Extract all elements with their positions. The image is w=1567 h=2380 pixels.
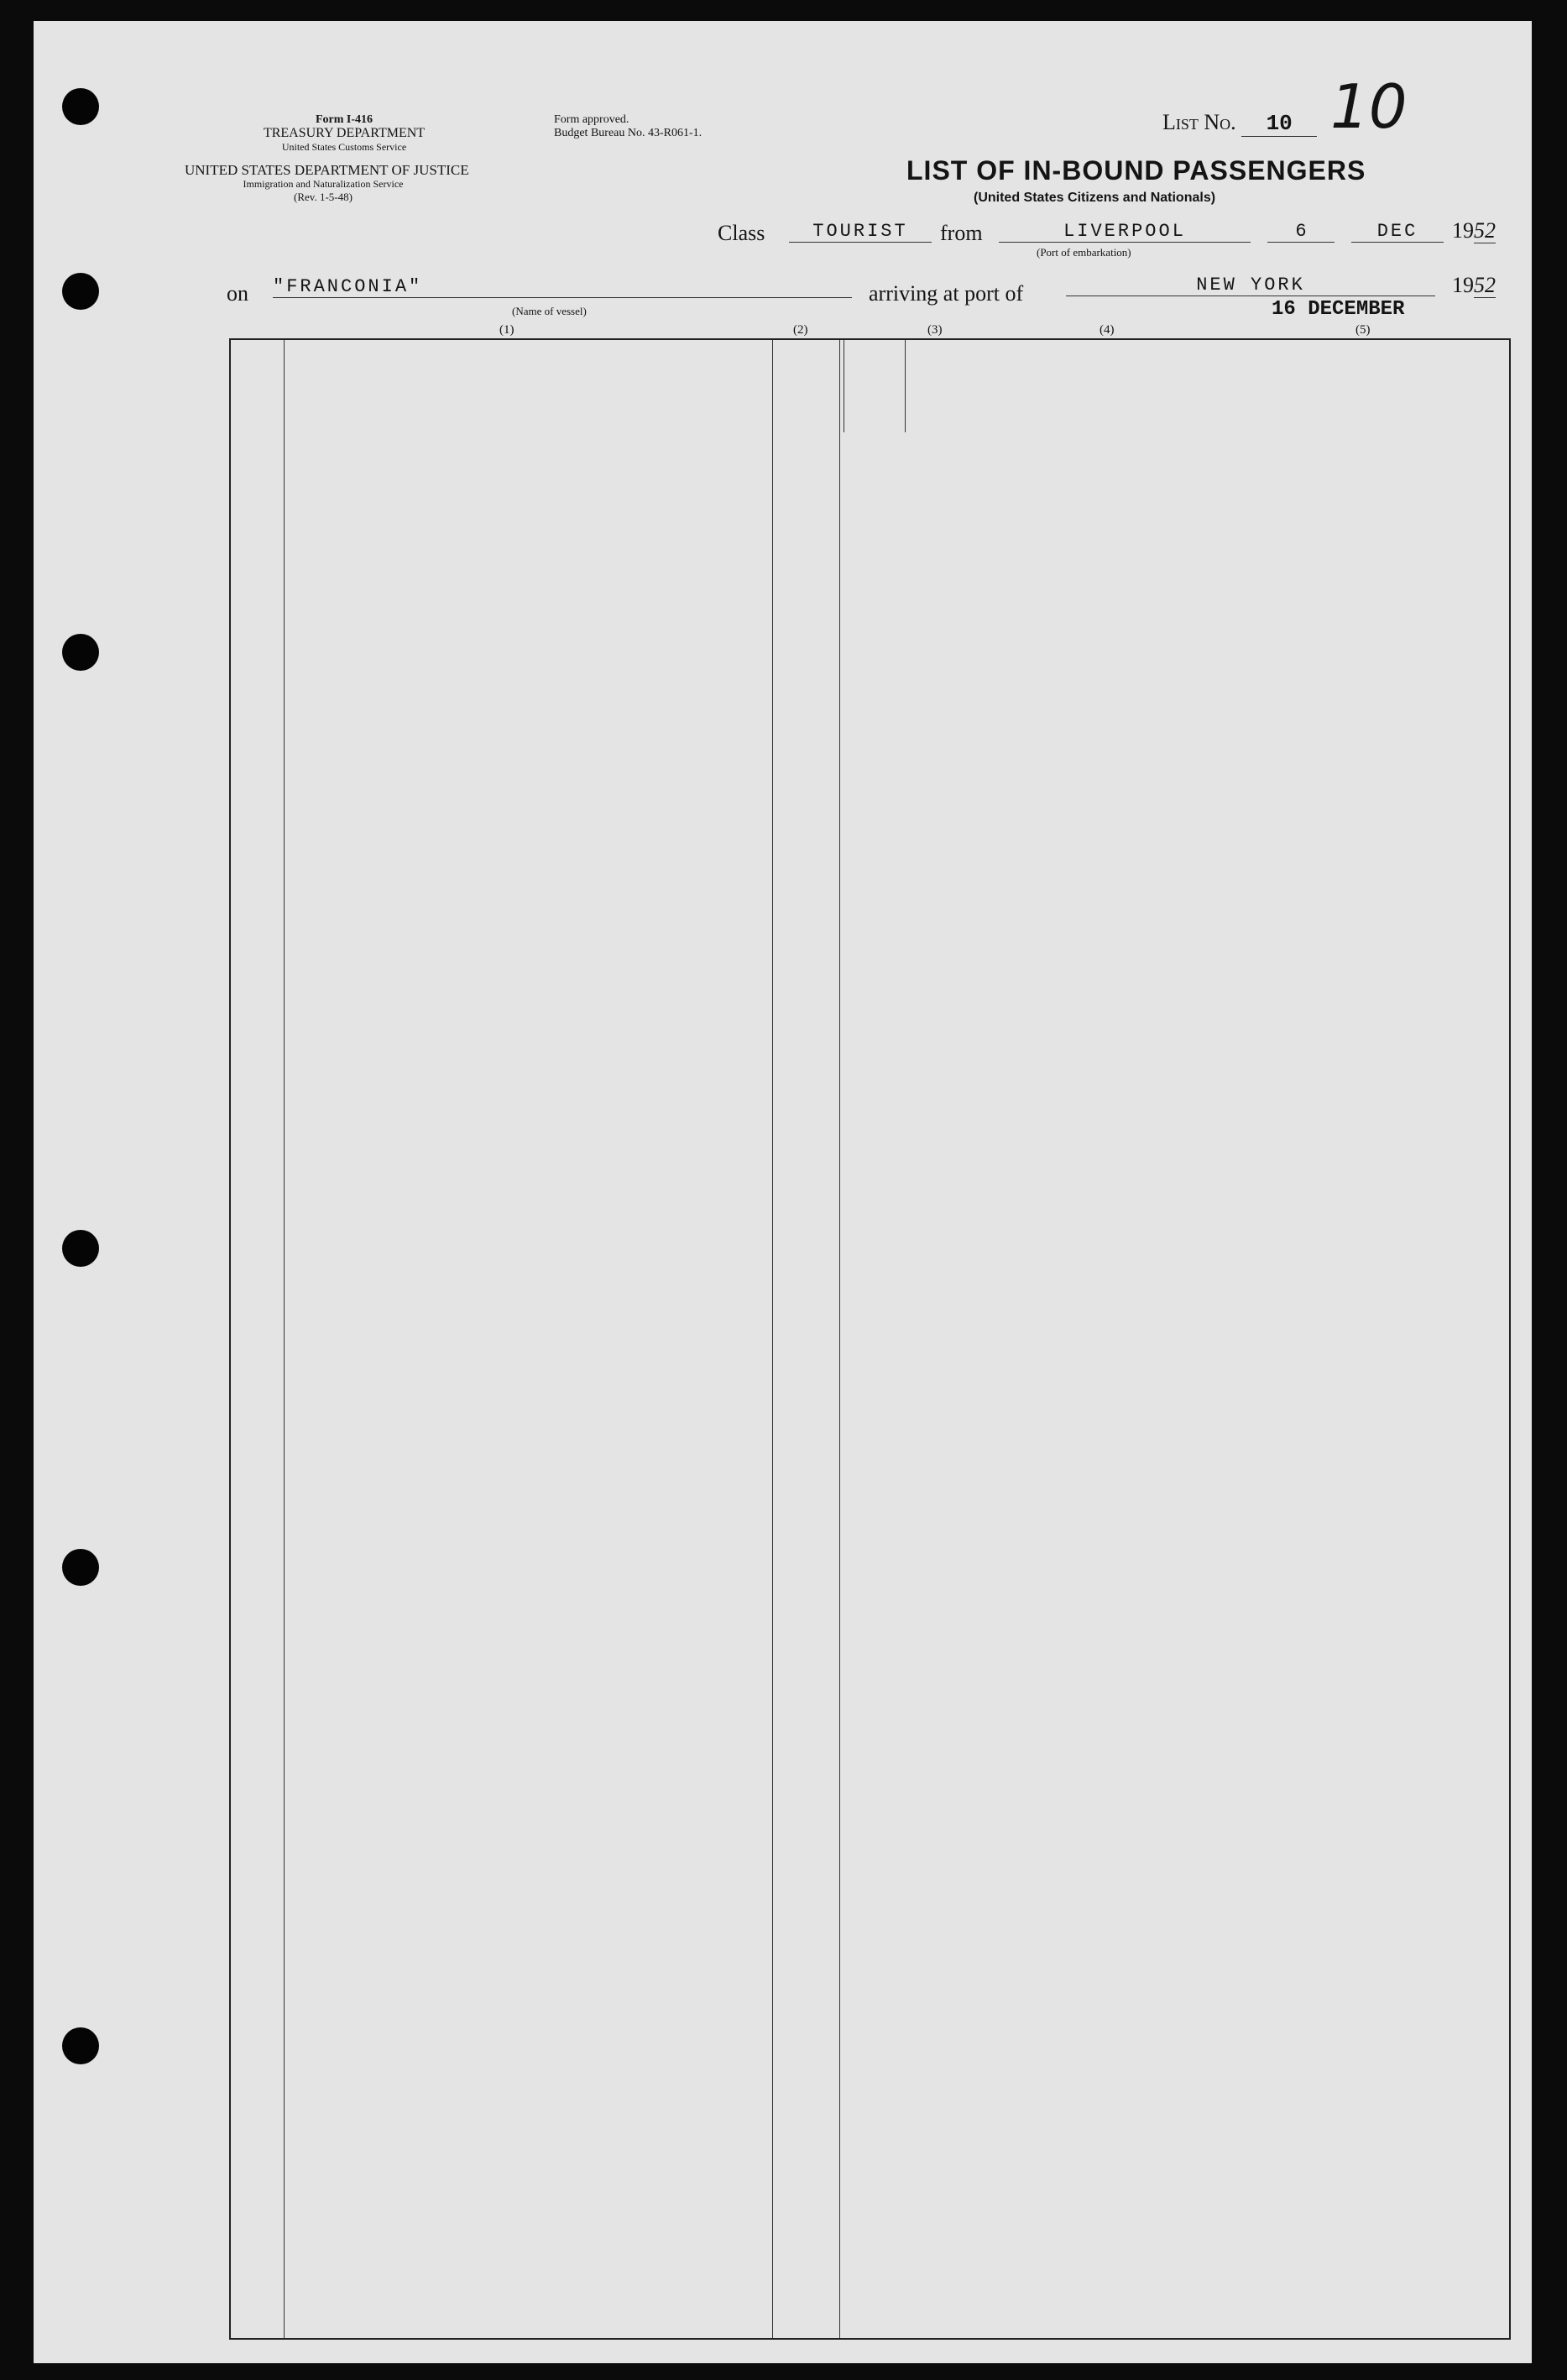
approval-block <box>554 113 702 140</box>
column-number-5: (5) <box>1355 323 1371 337</box>
punch-hole <box>62 634 99 671</box>
form-number: Form I-416 <box>315 113 373 126</box>
col-divider <box>905 340 906 432</box>
embarkation-month: DEC <box>1351 221 1444 243</box>
column-number-4: (4) <box>1100 323 1115 337</box>
arrival-port: NEW YORK <box>1066 275 1435 296</box>
punch-hole <box>62 1230 99 1267</box>
vessel-caption: (Name of vessel) <box>512 305 587 317</box>
embarkation-year <box>1452 218 1496 243</box>
ins-service: Immigration and Naturalization Service <box>243 178 404 190</box>
embarkation-day: 6 <box>1267 221 1335 243</box>
from-label: from <box>940 221 983 245</box>
justice-dept-block <box>185 162 469 204</box>
list-number-handwritten: 10 <box>1330 71 1408 142</box>
list-label: List No. <box>1162 110 1236 134</box>
arrival-date: 16 DECEMBER <box>1272 298 1405 321</box>
treasury-dept: TREASURY DEPARTMENT <box>263 126 426 140</box>
document-page <box>34 21 1532 2363</box>
year-prefix: 19 <box>1452 218 1474 243</box>
budget-bureau: Budget Bureau No. 43-R061-1. <box>554 127 703 139</box>
form-header-left <box>231 113 457 154</box>
list-number: 10 <box>1241 111 1317 137</box>
year-value: 52 <box>1474 218 1496 243</box>
col-divider <box>284 340 285 2338</box>
list-number-field <box>1162 110 1317 137</box>
arrival-year-value: 52 <box>1474 273 1496 297</box>
punch-hole <box>62 88 99 125</box>
class-field: TOURIST <box>789 221 932 243</box>
vessel-name: "FRANCONIA" <box>273 276 852 298</box>
column-number-1: (1) <box>499 323 514 337</box>
col-divider <box>839 340 840 2338</box>
form-approved: Form approved. <box>554 113 629 126</box>
port-caption: (Port of embarkation) <box>1037 246 1131 259</box>
arrival-year-prefix: 19 <box>1452 273 1474 297</box>
punch-hole <box>62 1549 99 1586</box>
class-label: Class <box>718 221 765 245</box>
justice-dept: UNITED STATES DEPARTMENT OF JUSTICE <box>185 162 469 178</box>
document-subtitle: (United States Citizens and Nationals) <box>974 191 1216 205</box>
embarkation-port: LIVERPOOL <box>999 221 1251 243</box>
col-divider <box>772 340 773 2338</box>
document-title: LIST OF IN-BOUND PASSENGERS <box>906 155 1366 186</box>
punch-hole <box>62 2027 99 2064</box>
column-number-3: (3) <box>927 323 943 337</box>
passenger-table <box>229 338 1511 2340</box>
punch-hole <box>62 273 99 310</box>
revision: (Rev. 1-5-48) <box>294 191 353 203</box>
arriving-label: arriving at port of <box>869 281 1024 306</box>
arrival-year <box>1452 273 1496 298</box>
column-number-2: (2) <box>793 323 808 337</box>
customs-service: United States Customs Service <box>281 141 407 153</box>
on-label: on <box>227 281 248 306</box>
